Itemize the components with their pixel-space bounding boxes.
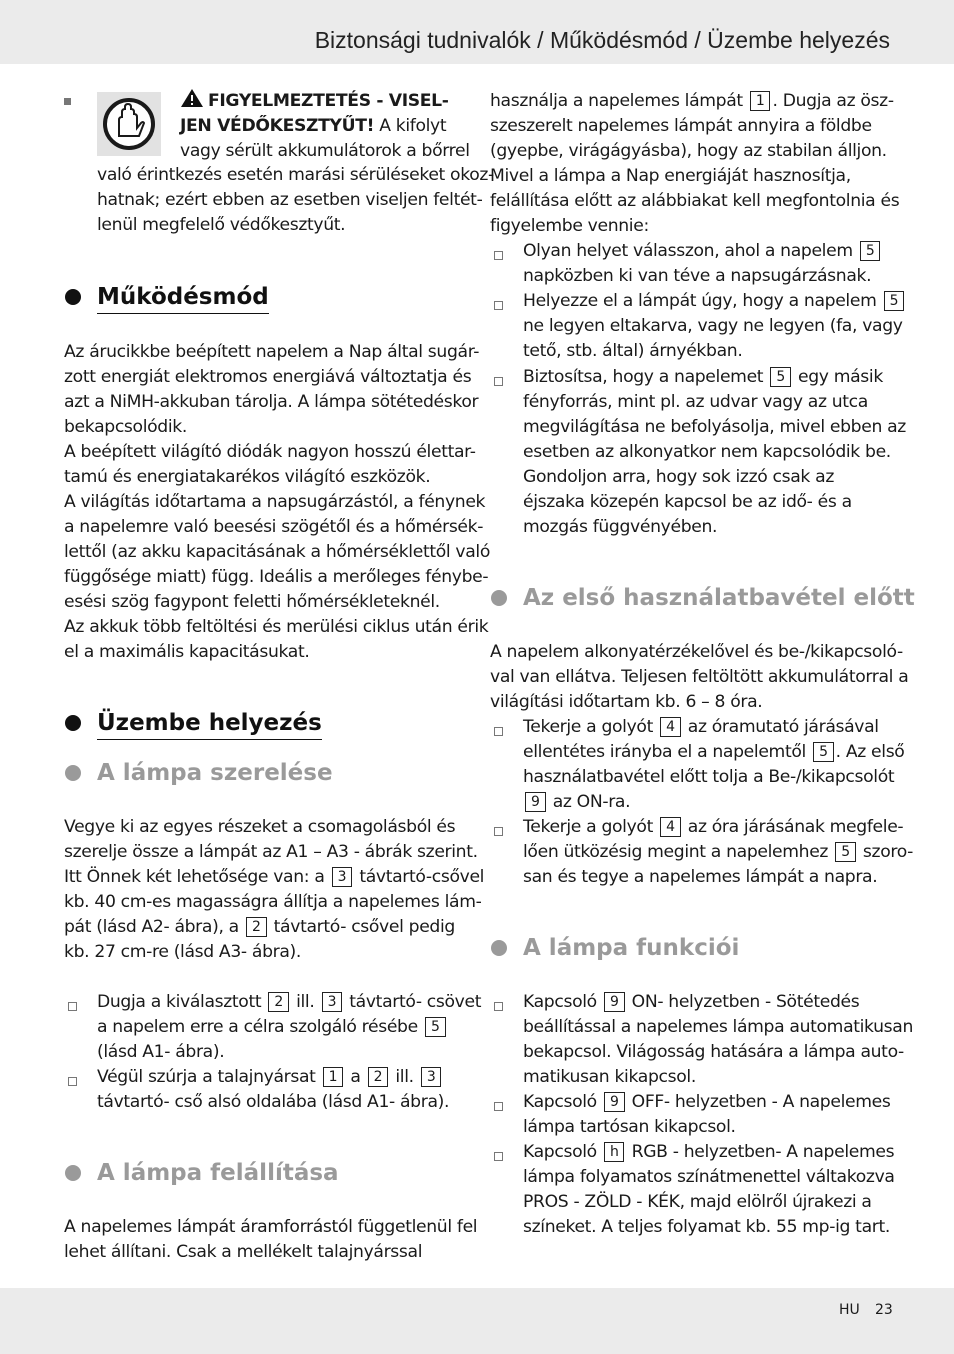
list-item	[490, 715, 905, 815]
text-line: esetben az alkonyatkor nem kapcsolódik be.	[523, 442, 891, 462]
text-line: Itt Önnek két lehetősége van: a	[64, 867, 325, 887]
text-line: távtartó- cső alsó oldalába (lásd A1- ábra).	[97, 1092, 450, 1112]
text-line: a napelem erre a célra szolgáló résébe	[97, 1017, 418, 1037]
square-bullet-icon	[64, 98, 71, 105]
text-line: szoro-	[862, 842, 914, 862]
text-line: színeket. A teljes folyamat kb. 55 mp-ig tart.	[523, 1217, 890, 1237]
text-line: . Az első	[835, 742, 905, 762]
text-line	[523, 840, 914, 865]
text-line: Tekerje a golyót	[523, 717, 653, 737]
text-line: mozgás függvényében.	[523, 517, 718, 537]
text-line: tető, stb. által) árnyékban.	[523, 341, 743, 361]
text-line: el a maximális kapacitásukat.	[64, 642, 310, 662]
warning-text-1: A kifolyt	[379, 116, 447, 136]
warning-text-3: való érintkezés esetén marási sérüléseket okoz-	[97, 165, 494, 185]
text-line: felállítása előtt az alábbiakat kell megfontolnia és	[490, 191, 900, 211]
figure-reference-number: 5	[813, 742, 834, 762]
text-line: ellentétes irányba el a napelemtől	[523, 742, 806, 762]
warning-title-2: JEN VÉDŐKESZTYŰT!	[180, 116, 375, 136]
text-line: Tekerje a golyót	[523, 817, 653, 837]
text-line: beállítással a napelemes lámpa automatikusan	[523, 1017, 914, 1037]
text-line: san és tegye a napelemes lámpát a napra.	[523, 867, 878, 887]
text-line	[523, 740, 905, 765]
list-item	[490, 365, 906, 540]
text-line: az óra járásának megfele-	[687, 817, 904, 837]
text-line	[523, 815, 904, 840]
figure-reference-number: 9	[604, 1092, 625, 1112]
ref-2: 2	[246, 917, 267, 937]
figure-reference-number: 1	[323, 1067, 344, 1087]
text-line: távtartó- csövet	[349, 992, 482, 1012]
text-line	[180, 114, 470, 139]
text-line: esési szög fagypont feletti hőmérsékleteknél.	[64, 592, 440, 612]
text-line: kb. 40 cm-es magasságra állítja a napelemes lám-	[64, 892, 482, 912]
text-line: Kapcsoló	[523, 1142, 597, 1162]
text-line: világítási időtartam kb. 6 – 8 óra.	[490, 692, 763, 712]
text-line: A napelemes lámpát áramforrástól függetlenül fel	[64, 1217, 478, 1237]
text-line: Dugja a kiválasztott	[97, 992, 262, 1012]
text-line: a	[350, 1067, 361, 1087]
text-line: egy másik	[798, 367, 883, 387]
section-heading-mukodesmod: Működésmód	[64, 282, 269, 312]
text-line: lehet állítani. Csak a mellékelt talajnyárssal	[64, 1242, 423, 1262]
figure-reference-number: 1	[750, 91, 771, 111]
figure-reference-number: h	[604, 1142, 625, 1162]
text-line: ne legyen eltakarva, vagy ne legyen (fa, vagy	[523, 316, 903, 336]
page-header-title: Biztonsági tudnivalók / Működésmód / Üzembe helyezés	[314, 27, 890, 53]
text-line: az óramutató járásával	[687, 717, 879, 737]
warning-continuation	[97, 163, 494, 238]
text-line	[523, 1090, 890, 1115]
text-line: lően ütközésig megint a napelemhez	[523, 842, 829, 862]
text-line: PROS - ZÖLD - KÉK, majd elölről újrakezi a	[523, 1192, 872, 1212]
list-item	[64, 990, 482, 1065]
text-line	[490, 89, 894, 114]
figure-reference-number: 5	[770, 367, 791, 387]
section-heading-uzembe-helyezes: Üzembe helyezés	[64, 708, 322, 738]
text-line: tamú és energiatakarékos világító eszközök.	[64, 467, 431, 487]
text-line: OFF- helyzetben - A napelemes	[631, 1092, 891, 1112]
figure-reference-number: 2	[368, 1067, 389, 1087]
text-line: azt a NiMH-akkuban tárolja. A lámpa sötétedéskor	[64, 392, 479, 412]
figure-reference-number: 5	[425, 1017, 446, 1037]
text-line	[523, 715, 890, 740]
text-line: fényforrás, mint pl. az udvar vagy az utca	[523, 392, 868, 412]
text-line: szeszerelt napelemes lámpát annyira a földbe	[490, 116, 872, 136]
footer-page-number: 23	[875, 1302, 893, 1318]
warning-title: FIGYELMEZTETÉS - VISEL-	[208, 91, 449, 111]
felallitas-body	[64, 1215, 478, 1265]
subheading-elso-hasznalat: Az első használatbavétel előtt	[490, 583, 915, 613]
text-line: távtartó-csővel	[359, 867, 485, 887]
warning-text-5: lenül megfelelő védőkesztyűt.	[97, 215, 346, 235]
text-line: éjszaka közepén kapcsol be az idő- és a	[523, 492, 852, 512]
text-line: Végül szúrja a talajnyársat	[97, 1067, 316, 1087]
text-line: a napelemre való beesési szögétől és a hőmérsék-	[64, 517, 484, 537]
text-line: (lásd A1- ábra).	[97, 1042, 225, 1062]
text-line: figyelembe vennie:	[490, 216, 649, 236]
figure-reference-number: 5	[884, 291, 905, 311]
text-line: A világítás időtartama a napsugárzástól, a fénynek	[64, 492, 486, 512]
figure-reference-number: 5	[835, 842, 856, 862]
subheading-lampa-funkcioi: A lámpa funkciói	[490, 933, 739, 963]
text-line: matikusan kikapcsol.	[523, 1067, 696, 1087]
text-line	[523, 990, 890, 1015]
figure-reference-number: 9	[604, 992, 625, 1012]
warning-text-2: vagy sérült akkumulátorok a bőrrel	[180, 141, 470, 161]
text-line: bekapcsol. Világosság hatására a lámpa auto-	[523, 1042, 904, 1062]
text-line	[180, 88, 470, 114]
text-line: Helyezze el a lámpát úgy, hogy a napelem	[523, 291, 877, 311]
subheading-lampa-felallitasa: A lámpa felállítása	[64, 1158, 339, 1188]
felallitas-continued	[490, 89, 900, 239]
list-item	[490, 1140, 895, 1240]
text-line	[523, 790, 890, 815]
text-line	[64, 865, 485, 890]
text-line	[97, 1065, 464, 1090]
text-line: függősége miatt) függ. Ideális a merőleges fénybe-	[64, 567, 489, 587]
list-item	[490, 239, 890, 289]
text-line: Az akkuk több feltöltési és merülési ciklus után érik	[64, 617, 489, 637]
warning-text-4: hatnak; ezért ebben az esetben viseljen feltét-	[97, 190, 483, 210]
text-line	[523, 1140, 895, 1165]
figure-reference-number: 3	[421, 1067, 442, 1087]
text-line: zott energiát elektromos energiává változtatja és	[64, 367, 472, 387]
text-line: Vegye ki az egyes részeket a csomagolásból és	[64, 817, 456, 837]
text-line	[64, 915, 464, 940]
subheading-lampa-szerelese: A lámpa szerelése	[64, 758, 333, 788]
text-line: ill.	[395, 1067, 414, 1087]
warning-block	[180, 88, 470, 164]
text-line: . Dugja az ösz-	[772, 91, 894, 111]
text-line: Olyan helyet válasszon, ahol a napelem	[523, 241, 853, 261]
text-line: bekapcsolódik.	[64, 417, 187, 437]
figure-reference-number: 2	[268, 992, 289, 1012]
figure-reference-number: 4	[660, 817, 681, 837]
figure-reference-number: 9	[525, 792, 546, 812]
list-item	[490, 815, 914, 890]
footer-language: HU	[839, 1302, 860, 1318]
text-line	[523, 365, 890, 390]
text-line: A beépített világító diódák nagyon hosszú élettar-	[64, 442, 476, 462]
figure-reference-number: 5	[860, 241, 881, 261]
ref-3: 3	[332, 867, 353, 887]
text-line	[523, 289, 899, 314]
text-line: az ON-ra.	[552, 792, 631, 812]
text-line	[523, 239, 890, 264]
mukodesmod-body	[64, 340, 491, 665]
text-line: RGB - helyzetben- A napelemes	[631, 1142, 895, 1162]
text-line: használatbavétel előtt tolja a Be-/kikapcsolót	[523, 767, 895, 787]
text-line: ON- helyzetben - Sötétedés	[631, 992, 860, 1012]
elso-body	[490, 640, 909, 715]
text-line: Kapcsoló	[523, 992, 597, 1012]
list-item	[490, 1090, 890, 1140]
text-line: lámpa tartósan kikapcsol.	[523, 1117, 736, 1137]
text-line: megvilágítása ne befolyásolja, mivel ebben az	[523, 417, 906, 437]
szereles-body	[64, 815, 485, 965]
figure-reference-number: 3	[322, 992, 343, 1012]
text-line	[97, 1015, 464, 1040]
text-line: pát (lásd A2- ábra), a	[64, 917, 239, 937]
figure-reference-number: 4	[660, 717, 681, 737]
text-line: Gondoljon arra, hogy sok izzó csak az	[523, 467, 834, 487]
text-line: Kapcsoló	[523, 1092, 597, 1112]
text-line: lettől (az akku kapacitásának a hőmérséklettől való	[64, 542, 491, 562]
text-line: ill.	[296, 992, 315, 1012]
warning-triangle-icon	[180, 88, 204, 108]
text-line: Mivel a lámpa a Nap energiáját hasznosítja,	[490, 166, 851, 186]
text-line: napközben ki van téve a napsugárzásnak.	[523, 266, 872, 286]
list-item	[64, 1065, 464, 1115]
text-line: távtartó- csővel pedig	[273, 917, 455, 937]
footer-band	[0, 1288, 954, 1354]
text-line: Biztosítsa, hogy a napelemet	[523, 367, 764, 387]
text-line: Az árucikkbe beépített napelem a Nap által sugár-	[64, 342, 480, 362]
list-item	[490, 990, 914, 1090]
text-line: A napelem alkonyatérzékelővel és be-/kikapcsoló-	[490, 642, 903, 662]
text-line: használja a napelemes lámpát	[490, 91, 743, 111]
text-line: szerelje össze a lámpát az A1 – A3 - ábrák szerint.	[64, 842, 478, 862]
text-line: val van ellátva. Teljesen feltöltött akkumulátorral a	[490, 667, 909, 687]
glove-icon	[97, 92, 161, 156]
list-item	[490, 289, 903, 364]
text-line: kb. 27 cm-re (lásd A3- ábra).	[64, 942, 302, 962]
text-line: lámpa folyamatos színátmenettel váltakozva	[523, 1167, 895, 1187]
text-line: (gyepbe, virágágyásba), hogy az stabilan álljon.	[490, 141, 887, 161]
text-line	[97, 990, 482, 1015]
